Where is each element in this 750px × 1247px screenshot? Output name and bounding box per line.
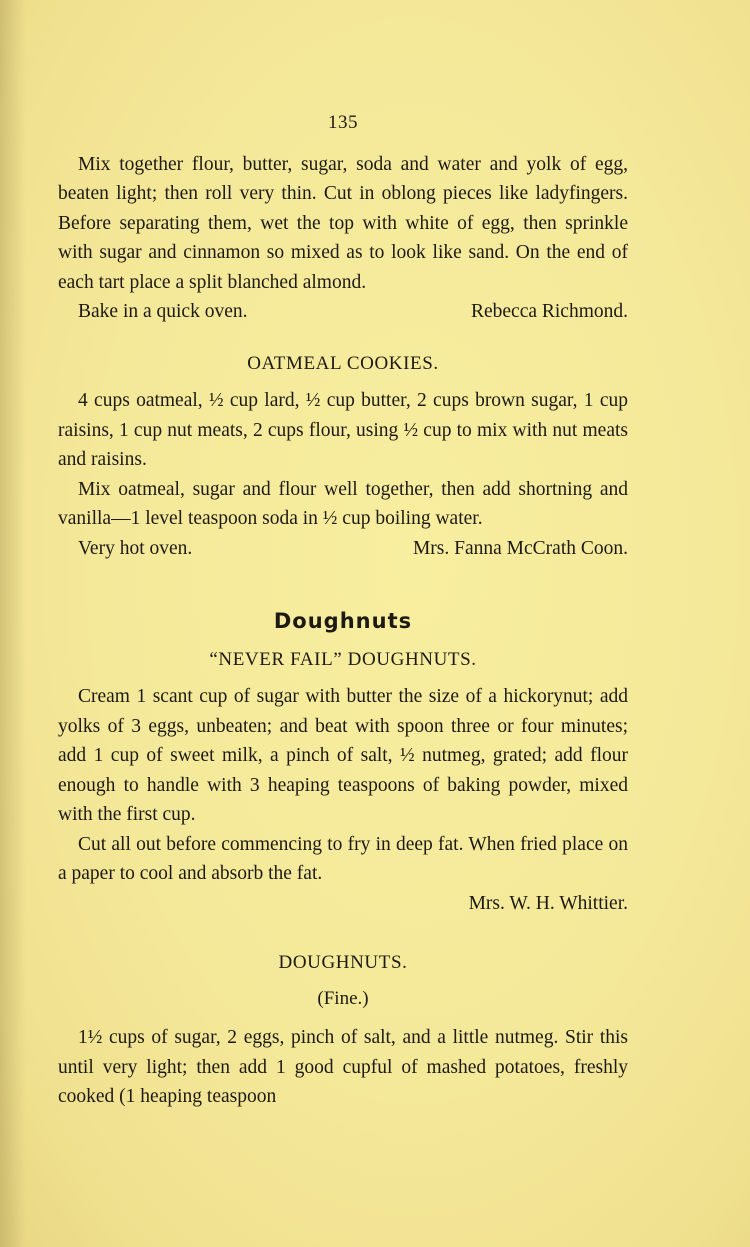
page-content	[58, 108, 628, 1112]
doughnuts-title: DOUGHNUTS.	[278, 952, 408, 973]
never-fail-paragraph-1: Cream 1 scant cup of sugar with butter the size of a hickorynut; add yolks of 3 eggs, unbeaten; and beat with spoon three or four minutes; add 1 cup of sweet milk, a pinch of salt, ½ nutmeg, grated; add flour enough to handle with 3 heaping teaspoons of baking powder, mixed with the first cup.	[58, 686, 628, 825]
never-fail-doughnuts-title: “NEVER FAIL” DOUGHNUTS.	[209, 648, 477, 670]
spine-shadow	[0, 0, 26, 1247]
intro-paragraph: Mix together flour, butter, sugar, soda and water and yolk of egg, beaten light; then roll very thin. Cut in oblong pieces like ladyfingers. Before separating them, wet the top with white of egg, then sprinkle with sugar and cinnamon so mixed as to look like sand. On the end of each tart place a split blanched almond.	[58, 153, 628, 293]
doughnuts-section-heading: Doughnuts	[273, 609, 413, 633]
doughnuts-subtitle: (Fine.)	[317, 987, 369, 1009]
intro-closing-row	[58, 297, 628, 327]
oatmeal-signature: Mrs. Fanna McCrath Coon.	[412, 537, 628, 559]
page-number: 135	[328, 112, 358, 133]
doughnuts-paragraph: 1½ cups of sugar, 2 eggs, pinch of salt, and a little nutmeg. Stir this until very light; then add 1 good cupful of mashed potatoes, freshly cooked (1 heaping teaspoon	[58, 1027, 628, 1107]
oatmeal-cookies-title: OATMEAL COOKIES.	[247, 352, 439, 374]
oatmeal-closing-row	[58, 534, 628, 564]
oatmeal-paragraph-1: 4 cups oatmeal, ½ cup lard, ½ cup butter, 2 cups brown sugar, 1 cup raisins, 1 cup nut meats, 2 cups flour, using ½ cup to mix with nut meats and raisins.	[58, 390, 628, 470]
oatmeal-oven-line: Very hot oven.	[78, 537, 193, 559]
intro-bake-line: Bake in a quick oven.	[78, 301, 248, 322]
never-fail-paragraph-2: Cut all out before commencing to fry in deep fat. When fried place on a paper to cool and absorb the fat.	[58, 833, 628, 884]
intro-signature: Rebecca Richmond.	[470, 301, 628, 322]
never-fail-signature: Mrs. W. H. Whittier.	[468, 892, 628, 914]
oatmeal-paragraph-2: Mix oatmeal, sugar and flour well together, then add shortning and vanilla—1 level teaspoon soda in ½ cup boiling water.	[58, 478, 628, 529]
